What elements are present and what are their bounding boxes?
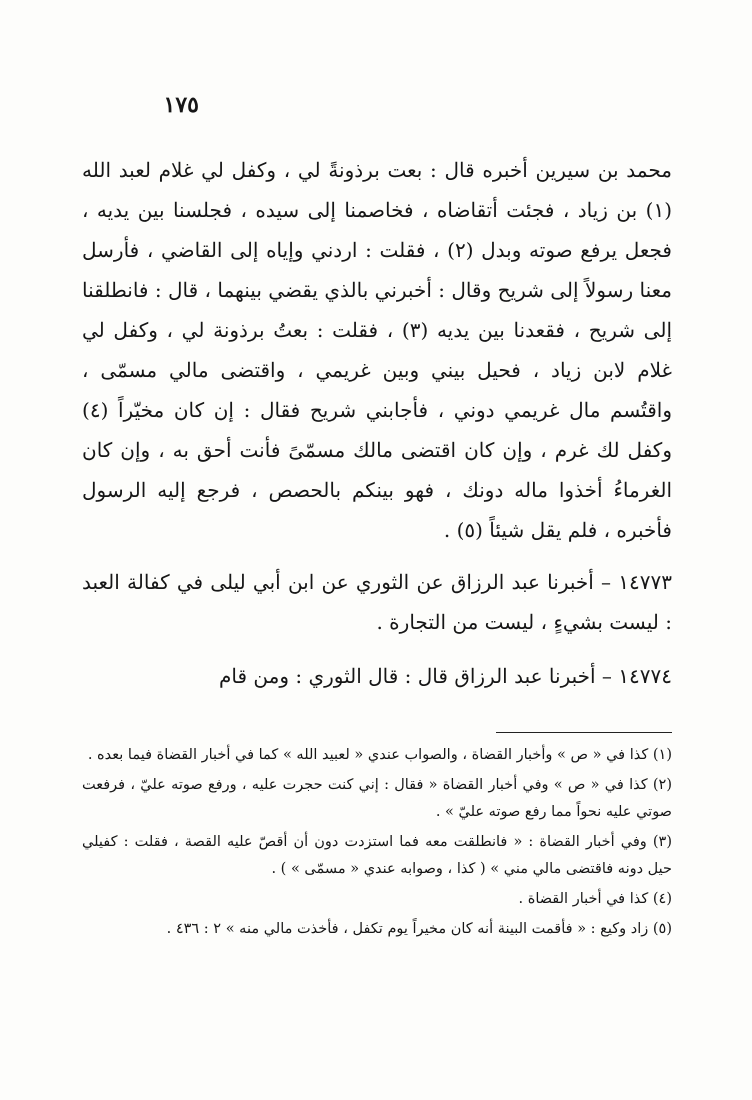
paragraph-continuation: محمد بن سيرين أخبره قال : بعت برذونةً لي ، وكفل لي غلام لعبد الله (١) بن زياد ، فجئت أتقاضاه ، فخاصمنا إلى سيده ، فجلسنا بين يديه ، فجعل يرفع صوته وبدل (٢) ، فقلت : اردني وإياه إلى القاضي ، فأرسل معنا رسولاً إلى شريح وقال : أخبرني بالذي يقضي بينهما ، قال : فانطلقنا إلى شريح ، فقعدنا بين يديه (٣) ، فقلت : بعتُ برذونة لي ، وكفل لي غلام لابن زياد ، فحيل بيني وبين غريمي ، واقتضى مالي مسمّى ، واقتُسم مال غريمي دوني ، فأجابني شريح فقال : إن كان مخيّراً (٤) وكفل لك غرم ، وإن كان اقتضى مالك مسمّىً فأنت أحق به ، وإن كان الغرماءُ أخذوا ماله دونك ، فهو بينكم بالحصص ، فرجع إليه الرسول فأخبره ، فلم يقل شيئاً (٥) . bbox=[82, 158, 673, 542]
main-text bbox=[82, 150, 672, 696]
hadith-entry-14774: ١٤٧٧٤ – أخبرنا عبد الرزاق قال : قال الثوري : ومن قام bbox=[219, 664, 672, 688]
footnotes bbox=[82, 742, 672, 946]
footnote-divider bbox=[496, 732, 672, 733]
footnote-5: (٥) زاد وكيع : « فأقمت البينة أنه كان مخيراً يوم تكفل ، فأخذت مالي منه » ٢ : ٤٣٦ . bbox=[166, 921, 672, 937]
footnote-2: (٢) كذا في « ص » وفي أخبار القضاة « فقال : إني كنت حجرت عليه ، ورفع صوته عليّ ، فرفعت صوتي عليه نحواً مما رفع صوته عليّ » . bbox=[82, 777, 672, 820]
footnote-3: (٣) وفي أخبار القضاة : « فانطلقت معه فما استزدت دون أن أقصّ عليه القصة ، فقلت : كفيلي حيل دونه فاقتضى مالي مني » ( كذا ، وصوابه عندي « مسمّى » ) . bbox=[82, 834, 672, 877]
footnote-4: (٤) كذا في أخبار القضاة . bbox=[518, 891, 672, 907]
page-number: ١٧٥ bbox=[163, 92, 199, 118]
footnote-1: (١) كذا في « ص » وأخبار القضاة ، والصواب عندي « لعبيد الله » كما في أخبار القضاة فيما بعده . bbox=[87, 747, 672, 763]
hadith-entry-14773: ١٤٧٧٣ – أخبرنا عبد الرزاق عن الثوري عن ابن أبي ليلى في كفالة العبد : ليست بشيءٍ ، ليست من التجارة . bbox=[82, 570, 673, 634]
